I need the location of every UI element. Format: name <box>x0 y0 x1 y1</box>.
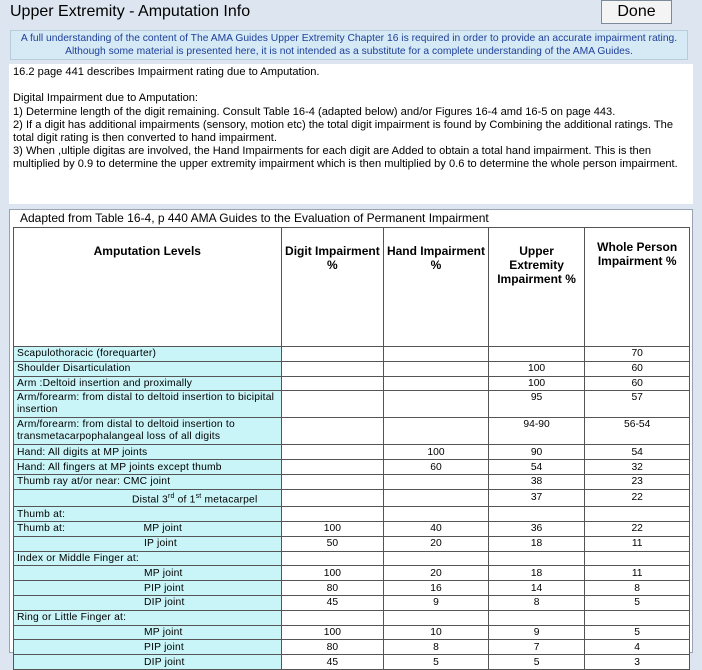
table-row <box>14 445 690 460</box>
table-row <box>14 460 690 475</box>
digit-cell <box>281 445 384 460</box>
table-row <box>14 474 690 489</box>
ue-cell: 8 <box>488 595 585 610</box>
row-label: IP joint <box>14 536 282 551</box>
table-row <box>14 625 690 640</box>
wp-cell: 11 <box>585 536 690 551</box>
description-step-3: 3) When ,ultiple digitas are involved, the Hand Impairments for each digit are Added to obtain a total hand impairment. This is then multiplied by 0.9 to determine the upper extremity impairment which is then multiplied by 0.6 to determine the whole person impairment. <box>13 145 678 171</box>
ue-cell: 100 <box>488 361 585 376</box>
hand-cell: 60 <box>384 460 489 475</box>
wp-cell <box>585 551 690 566</box>
table-row <box>14 595 690 610</box>
digit-cell <box>281 361 384 376</box>
window-title: Upper Extremity - Amputation Info <box>10 3 251 20</box>
hand-cell <box>384 361 489 376</box>
table-caption: Adapted from Table 16-4, p 440 AMA Guides to the Evaluation of Permanent Impairment <box>20 211 489 225</box>
row-label: Index or Middle Finger at: <box>14 551 282 566</box>
description-step-2: 2) If a digit has additional impairments (sensory, motion etc) the total digit impairment is found by Combining the additional ratings. The total digit rating is then converted to hand impairment. <box>13 118 674 145</box>
hand-cell: 16 <box>384 581 489 596</box>
description-panel <box>9 64 693 204</box>
hand-cell: 20 <box>384 566 489 581</box>
row-label: PIP joint <box>14 581 282 596</box>
row-label: PIP joint <box>14 640 282 655</box>
wp-cell: 8 <box>585 581 690 596</box>
hand-cell: 8 <box>384 640 489 655</box>
wp-cell: 11 <box>585 566 690 581</box>
table-row <box>14 581 690 596</box>
row-label: Hand: All fingers at MP joints except thumb <box>14 460 282 475</box>
row-label: DIP joint <box>14 595 282 610</box>
row-label: Thumb ray at/or near: CMC joint <box>14 474 282 489</box>
digit-cell: 50 <box>281 536 384 551</box>
wp-cell <box>585 610 690 625</box>
ue-cell <box>488 610 585 625</box>
ue-cell: 14 <box>488 581 585 596</box>
hand-cell <box>384 391 489 418</box>
digit-cell <box>281 610 384 625</box>
ue-cell: 90 <box>488 445 585 460</box>
table-row <box>14 361 690 376</box>
row-label: Ring or Little Finger at: <box>14 610 282 625</box>
hand-cell <box>384 489 489 506</box>
label-prefix: Thumb at: <box>17 523 66 535</box>
table-row <box>14 551 690 566</box>
digit-cell <box>281 474 384 489</box>
digit-cell: 100 <box>281 522 384 537</box>
row-label <box>14 489 282 506</box>
ue-cell: 38 <box>488 474 585 489</box>
label-part: metacarpel <box>201 494 258 506</box>
hand-cell <box>384 610 489 625</box>
ue-cell: 7 <box>488 640 585 655</box>
digit-cell <box>281 507 384 522</box>
table-row <box>14 391 690 418</box>
header-hand: Hand Impairment % <box>384 228 489 347</box>
ue-cell <box>488 551 585 566</box>
label-part: Distal 3 <box>132 494 168 506</box>
digit-cell: 100 <box>281 566 384 581</box>
row-label: Hand: All digits at MP joints <box>14 445 282 460</box>
ue-cell: 95 <box>488 391 585 418</box>
hand-cell <box>384 376 489 391</box>
ue-cell: 54 <box>488 460 585 475</box>
digit-cell <box>281 391 384 418</box>
amputation-table-panel[interactable] <box>9 209 693 668</box>
hand-cell <box>384 347 489 362</box>
table-row <box>14 507 690 522</box>
digit-cell: 100 <box>281 625 384 640</box>
table-row <box>14 522 690 537</box>
table-row <box>14 347 690 362</box>
ue-cell: 94-90 <box>488 418 585 445</box>
wp-cell: 22 <box>585 522 690 537</box>
description-intro: 16.2 page 441 describes Impairment rating due to Amputation. <box>13 66 320 78</box>
wp-cell: 4 <box>585 640 690 655</box>
label-joint: MP joint <box>143 523 183 535</box>
row-label: DIP joint <box>14 655 282 670</box>
table-row <box>14 566 690 581</box>
digit-cell <box>281 376 384 391</box>
wp-cell: 57 <box>585 391 690 418</box>
table-row <box>14 610 690 625</box>
notice-banner: A full understanding of the content of The AMA Guides Upper Extremity Chapter 16 is required in order to provide an accurate impairment rating. Although some material is presented here, it is not intended as a substitute for a complete understanding of the AMA Guides. <box>10 30 688 60</box>
digit-cell <box>281 418 384 445</box>
wp-cell: 70 <box>585 347 690 362</box>
table-row <box>14 418 690 445</box>
wp-cell <box>585 507 690 522</box>
hand-cell: 9 <box>384 595 489 610</box>
wp-cell: 56-54 <box>585 418 690 445</box>
hand-cell <box>384 551 489 566</box>
hand-cell: 40 <box>384 522 489 537</box>
wp-cell: 22 <box>585 489 690 506</box>
wp-cell: 60 <box>585 361 690 376</box>
table-row <box>14 536 690 551</box>
wp-cell: 32 <box>585 460 690 475</box>
digit-cell <box>281 489 384 506</box>
header-upper-extremity: Upper Extremity Impairment % <box>488 228 585 347</box>
ue-cell: 9 <box>488 625 585 640</box>
header-amputation-levels: Amputation Levels <box>14 228 282 347</box>
label-part: of 1 <box>174 494 196 506</box>
description-heading: Digital Impairment due to Amputation: <box>13 92 198 105</box>
digit-cell: 80 <box>281 640 384 655</box>
header-whole-person: Whole Person Impairment % <box>585 228 690 347</box>
wp-cell: 5 <box>585 595 690 610</box>
ue-cell: 18 <box>488 566 585 581</box>
digit-cell <box>281 347 384 362</box>
digit-cell: 45 <box>281 655 384 670</box>
header-digit: Digit Impairment % <box>281 228 384 347</box>
row-label: Shoulder Disarticulation <box>14 361 282 376</box>
digit-cell <box>281 551 384 566</box>
wp-cell: 54 <box>585 445 690 460</box>
digit-cell <box>281 460 384 475</box>
wp-cell: 5 <box>585 625 690 640</box>
amputation-table <box>13 227 690 670</box>
row-label: Scapulothoracic (forequarter) <box>14 347 282 362</box>
hand-cell <box>384 474 489 489</box>
description-step-1: 1) Determine length of the digit remaining. Consult Table 16-4 (adapted below) and/or Figures 16-4 amd 16-5 on page 443. <box>13 105 616 118</box>
table-row <box>14 489 690 506</box>
row-label: Arm/forearm: from distal to deltoid insertion to transmetacarpophalangeal loss of all digits <box>14 418 282 445</box>
ue-cell: 18 <box>488 536 585 551</box>
ue-cell: 36 <box>488 522 585 537</box>
hand-cell <box>384 507 489 522</box>
row-label: Arm :Deltoid insertion and proximally <box>14 376 282 391</box>
row-label: MP joint <box>14 625 282 640</box>
hand-cell <box>384 418 489 445</box>
ue-cell <box>488 347 585 362</box>
ue-cell: 37 <box>488 489 585 506</box>
hand-cell: 100 <box>384 445 489 460</box>
hand-cell: 5 <box>384 655 489 670</box>
wp-cell: 3 <box>585 655 690 670</box>
wp-cell: 23 <box>585 474 690 489</box>
hand-cell: 20 <box>384 536 489 551</box>
table-row <box>14 640 690 655</box>
ue-cell <box>488 507 585 522</box>
ue-cell: 100 <box>488 376 585 391</box>
label-sup: rd <box>167 492 175 500</box>
row-label: Thumb at: <box>14 507 282 522</box>
hand-cell: 10 <box>384 625 489 640</box>
wp-cell: 60 <box>585 376 690 391</box>
row-label: MP joint <box>14 566 282 581</box>
table-row <box>14 655 690 670</box>
done-button[interactable]: Done <box>601 0 672 24</box>
table-row <box>14 376 690 391</box>
digit-cell: 45 <box>281 595 384 610</box>
digit-cell: 80 <box>281 581 384 596</box>
row-label: Arm/forearm: from distal to deltoid insertion to bicipital insertion <box>14 391 282 418</box>
row-label <box>14 522 282 537</box>
ue-cell: 5 <box>488 655 585 670</box>
label-sup: st <box>195 492 202 500</box>
